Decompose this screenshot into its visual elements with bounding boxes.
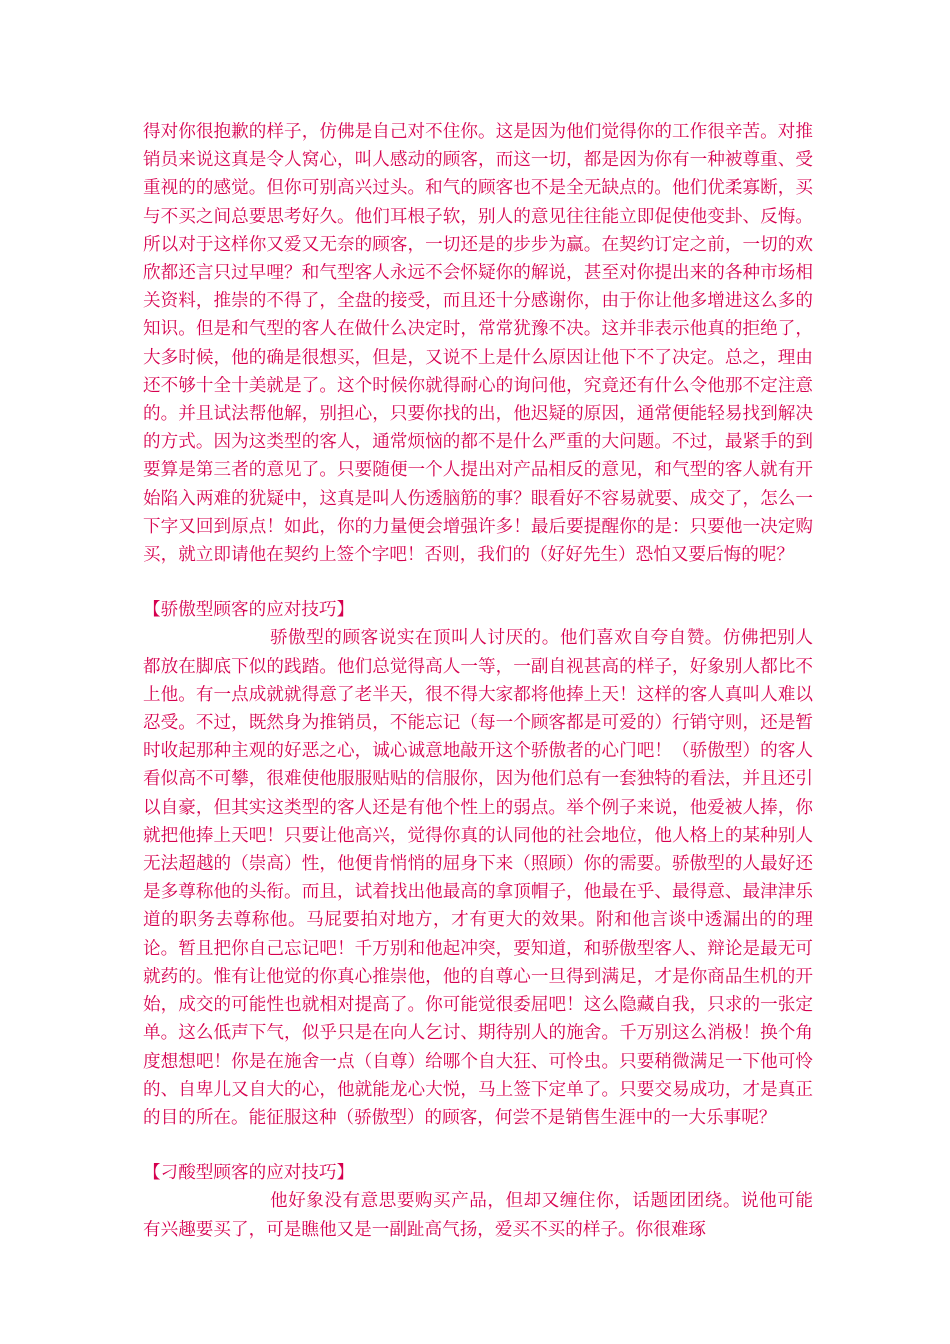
sour-customer-heading: 【刁酸型顾客的应对技巧】 [143,1163,355,1184]
section-gap [143,1132,813,1159]
arrogant-customer-heading: 【骄傲型顾客的应对技巧】 [143,600,355,621]
intro-paragraph: 得对你很抱歉的样子，仿佛是自己对不住你。这是因为他们觉得你的工作很辛苦。对推销员来说这真是令人窝心，叫人感动的顾客，而这一切，都是因为你有一种被尊重、受重视的的感觉。但你可别高兴过头。和气的顾客也不是全无缺点的。他们优柔寡断，买与不买之间总要思考好久。他们耳根子软，别人的意见往往能立即促使他变卦、反悔。所以对于这样你又爱又无奈的顾客，一切还是的步步为赢。在契约订定之前，一切的欢欣都还言只过早哩？和气型客人永远不会怀疑你的解说，甚至对你提出来的各种市场相关资料，推崇的不得了，全盘的接受，而且还十分感谢你，由于你让他多增进这么多的知识。但是和气型的客人在做什么决定时，常常犹豫不决。这并非表示他真的拒绝了，大多时候，他的确是很想买，但是，又说不上是什么原因让他下不了决定。总之，理由还不够十全十美就是了。这个时候你就得耐心的询问他，究竟还有什么令他那不定注意的。并且试法帮他解，别担心，只要你找的出，他迟疑的原因，通常便能轻易找到解决的方式。因为这类型的客人，通常烦恼的都不是什么严重的大问题。不过，最紧手的到要算是第三者的意见了。只要随便一个人提出对产品相反的意见，和气型的客人就有开始陷入两难的犹疑中，这真是叫人伤透脑筋的事？眼看好不容易就要、成交了，怎么一下字又回到原点！如此，你的力量便会增强许多！最后要提醒你的是：只要他一决定购买，就立即请他在契约上签个字吧！否则，我们的（好好先生）恐怕又要后悔的呢？ [143,122,813,566]
section-gap [143,569,813,596]
arrogant-customer-paragraph: 骄傲型的顾客说实在顶叫人讨厌的。他们喜欢自夸自赞。仿佛把别人都放在脚底下似的践踏。他们总觉得高人一等，一副自视甚高的样子，好象别人都比不上他。有一点成就就得意了老半天，很不得大家都将他捧上天！这样的客人真叫人难以忍受。不过，既然身为推销员，不能忘记（每一个顾客都是可爱的）行销守则，还是暂时收起那种主观的好恶之心，诚心诚意地敲开这个骄傲者的心门吧！（骄傲型）的客人看似高不可攀，很难使他服服贴贴的信服你，因为他们总有一套独特的看法，并且还引以自豪，但其实这类型的客人还是有他个性上的弱点。举个例子来说，他爱被人捧，你就把他捧上天吧！只要让他高兴，觉得你真的认同他的社会地位，他人格上的某种别人无法超越的（崇高）性，他便肯悄悄的屈身下来（照顾）你的需要。骄傲型的人最好还是多尊称他的头衔。而且，试着找出他最高的拿顶帽子，他最在乎、最得意、最津津乐道的职务去尊称他。马屁要拍对地方，才有更大的效果。附和他言谈中透漏出的的理论。暂且把你自己忘记吧！千万别和他起冲突，要知道，和骄傲型客人、辩论是最无可就药的。惟有让他觉的你真心推崇他，他的自尊心一旦得到满足，才是你商品生机的开始，成交的可能性也就相对提高了。你可能觉很委屈吧！这么隐藏自我，只求的一张定单。这么低声下气，似乎只是在向人乞讨、期待别人的施舍。千万别这么消极！换个角度想想吧！你是在施舍一点（自尊）给哪个自大狂、可怜虫。只要稍微满足一下他可怜的、自卑儿又自大的心，他就能龙心大悦，马上签下定单了。只要交易成功，才是真正的目的所在。能征服这种（骄傲型）的顾客，何尝不是销售生涯中的一大乐事呢？ [143,628,813,1128]
document-page [143,118,813,1244]
sour-customer-paragraph: 他好象没有意思要购买产品，但却又缠住你，话题团团绕。说他可能有兴趣要买了，可是瞧他又是一副趾高气扬，爱买不买的样子。你很难琢 [143,1191,813,1240]
